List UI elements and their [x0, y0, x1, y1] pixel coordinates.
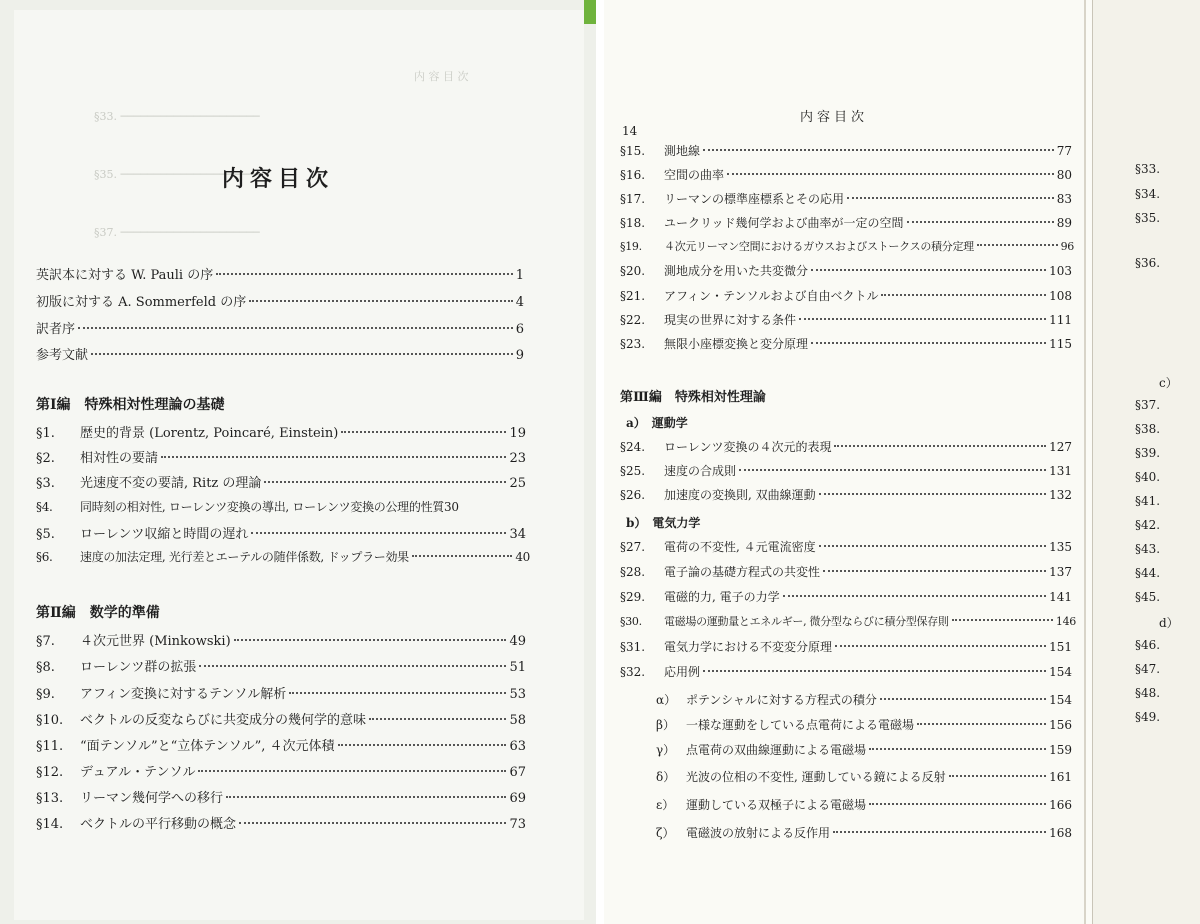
- part-heading: 第Ⅰ編 特殊相対性理論の基礎: [36, 397, 225, 413]
- toc-entry: §21. アフィン・テンソルおよび自由ベクトル 108: [620, 289, 1072, 303]
- toc-entry: §32. 応用例 154: [620, 665, 1072, 679]
- toc-entry: §24. ローレンツ変換の４次元的表現 127: [620, 440, 1072, 454]
- background-edge: [584, 0, 596, 24]
- toc-entry: §11. “面テンソル”と“立体テンソル”, ４次元体積 63: [36, 739, 526, 754]
- edge-entry: §43.: [1135, 542, 1161, 556]
- show-through-text: §35. ─────────────────────: [94, 168, 260, 181]
- toc-entry: 訳者序 6: [36, 322, 524, 337]
- edge-entry: §48.: [1135, 686, 1161, 700]
- page-number: 14: [622, 124, 638, 138]
- edge-entry: §38.: [1135, 422, 1161, 436]
- toc-entry: §2. 相対性の要請 23: [36, 451, 526, 466]
- toc-entry: §14. ベクトルの平行移動の概念 73: [36, 817, 526, 832]
- toc-entry: §15. 測地線 77: [620, 144, 1072, 158]
- toc-entry: §10. ベクトルの反変ならびに共変成分の幾何学的意味 58: [36, 713, 526, 728]
- toc-entry: §5. ローレンツ収縮と時間の遅れ 34: [36, 527, 526, 542]
- show-through-text: §33. ─────────────────────: [94, 110, 260, 123]
- toc-entry: §13. リーマン幾何学への移行 69: [36, 791, 526, 806]
- toc-entry: §19. ４次元リーマン空間におけるガウスおよびストークスの積分定理 96: [620, 240, 1074, 253]
- toc-subentry: γ） 点電荷の双曲線運動による電磁場 159: [656, 743, 1072, 757]
- edge-entry: §47.: [1135, 662, 1161, 676]
- toc-entry: §22. 現実の世界に対する条件 111: [620, 313, 1072, 327]
- toc-entry: §27. 電荷の不変性, ４元電流密度 135: [620, 540, 1072, 554]
- running-head: 内容目次: [800, 110, 869, 125]
- toc-entry: §23. 無限小座標変換と変分原理 115: [620, 337, 1072, 351]
- toc-entry: §26. 加速度の変換則, 双曲線運動 132: [620, 488, 1072, 502]
- edge-entry: §44.: [1135, 566, 1161, 580]
- edge-entry: §33.: [1135, 162, 1161, 176]
- toc-entry: §6. 速度の加法定理, 光行差とエーテルの随伴係数, ドップラー効果 40: [36, 550, 530, 564]
- subsection-heading: a） 運動学: [626, 416, 688, 430]
- toc-subentry: ζ） 電磁波の放射による反作用 168: [656, 826, 1072, 840]
- toc-subentry: ε） 運動している双極子による電磁場 166: [656, 798, 1072, 812]
- edge-entry: §36.: [1135, 256, 1161, 270]
- edge-entry: §42.: [1135, 518, 1161, 532]
- toc-entry: 初版に対する A. Sommerfeld の序 4: [36, 295, 524, 310]
- edge-entry: §35.: [1135, 211, 1161, 225]
- toc-entry: §28. 電子論の基礎方程式の共変性 137: [620, 565, 1072, 579]
- toc-entry: §4. 同時刻の相対性, ローレンツ変換の導出, ローレンツ変換の公理的性質 30: [36, 500, 459, 514]
- left-photo: [0, 0, 596, 924]
- toc-entry: §16. 空間の曲率 80: [620, 168, 1072, 182]
- toc-entry: §7. ４次元世界 (Minkowski) 49: [36, 634, 526, 649]
- toc-entry: §30. 電磁場の運動量とエネルギー, 微分型ならびに積分型保存則 146: [620, 615, 1076, 628]
- edge-entry: §39.: [1135, 446, 1161, 460]
- toc-entry: §18. ユークリッド幾何学および曲率が一定の空間 89: [620, 216, 1072, 230]
- edge-entry: §41.: [1135, 494, 1161, 508]
- toc-entry: §12. デュアル・テンソル 67: [36, 765, 526, 780]
- toc-entry: §29. 電磁的力, 電子の力学 141: [620, 590, 1072, 604]
- edge-entry: §45.: [1135, 590, 1161, 604]
- toc-entry: §17. リーマンの標準座標系とその応用 83: [620, 192, 1072, 206]
- toc-entry: §1. 歴史的背景 (Lorentz, Poincaré, Einstein) 19: [36, 426, 526, 441]
- show-through-text: 内 容 目 次: [414, 70, 469, 83]
- page-heading: 内容目次: [222, 166, 335, 192]
- edge-subheading: d）: [1159, 616, 1179, 630]
- edge-entry: §49.: [1135, 710, 1161, 724]
- toc-entry: §8. ローレンツ群の拡張 51: [36, 660, 526, 675]
- toc-entry: §25. 速度の合成則 131: [620, 464, 1072, 478]
- toc-subentry: β） 一様な運動をしている点電荷による電磁場 156: [656, 718, 1072, 732]
- right-page: [604, 0, 1086, 924]
- part-heading: 第Ⅲ編 特殊相対性理論: [620, 390, 766, 405]
- edge-entry: §46.: [1135, 638, 1161, 652]
- toc-entry: §9. アフィン変換に対するテンソル解析 53: [36, 687, 526, 702]
- right-photo: [604, 0, 1200, 924]
- toc-entry: §31. 電気力学における不変変分原理 151: [620, 640, 1072, 654]
- edge-entry: §34.: [1135, 187, 1161, 201]
- edge-entry: §40.: [1135, 470, 1161, 484]
- toc-entry: 英訳本に対する W. Pauli の序 1: [36, 268, 524, 283]
- toc-subentry: δ） 光波の位相の不変性, 運動している鏡による反射 161: [656, 770, 1072, 784]
- left-page: [14, 10, 584, 920]
- toc-entry: 参考文献 9: [36, 348, 524, 363]
- toc-entry: §3. 光速度不変の要請, Ritz の理論 25: [36, 476, 526, 491]
- part-heading: 第Ⅱ編 数学的準備: [36, 605, 160, 621]
- edge-subheading: c）: [1159, 376, 1178, 390]
- subsection-heading: b） 電気力学: [626, 516, 701, 530]
- toc-entry: §20. 測地成分を用いた共変微分 103: [620, 264, 1072, 278]
- show-through-text: §37. ─────────────────────: [94, 226, 260, 239]
- next-page-edge: [1092, 0, 1200, 924]
- edge-entry: §37.: [1135, 398, 1161, 412]
- toc-subentry: α） ポテンシャルに対する方程式の積分 154: [656, 693, 1072, 707]
